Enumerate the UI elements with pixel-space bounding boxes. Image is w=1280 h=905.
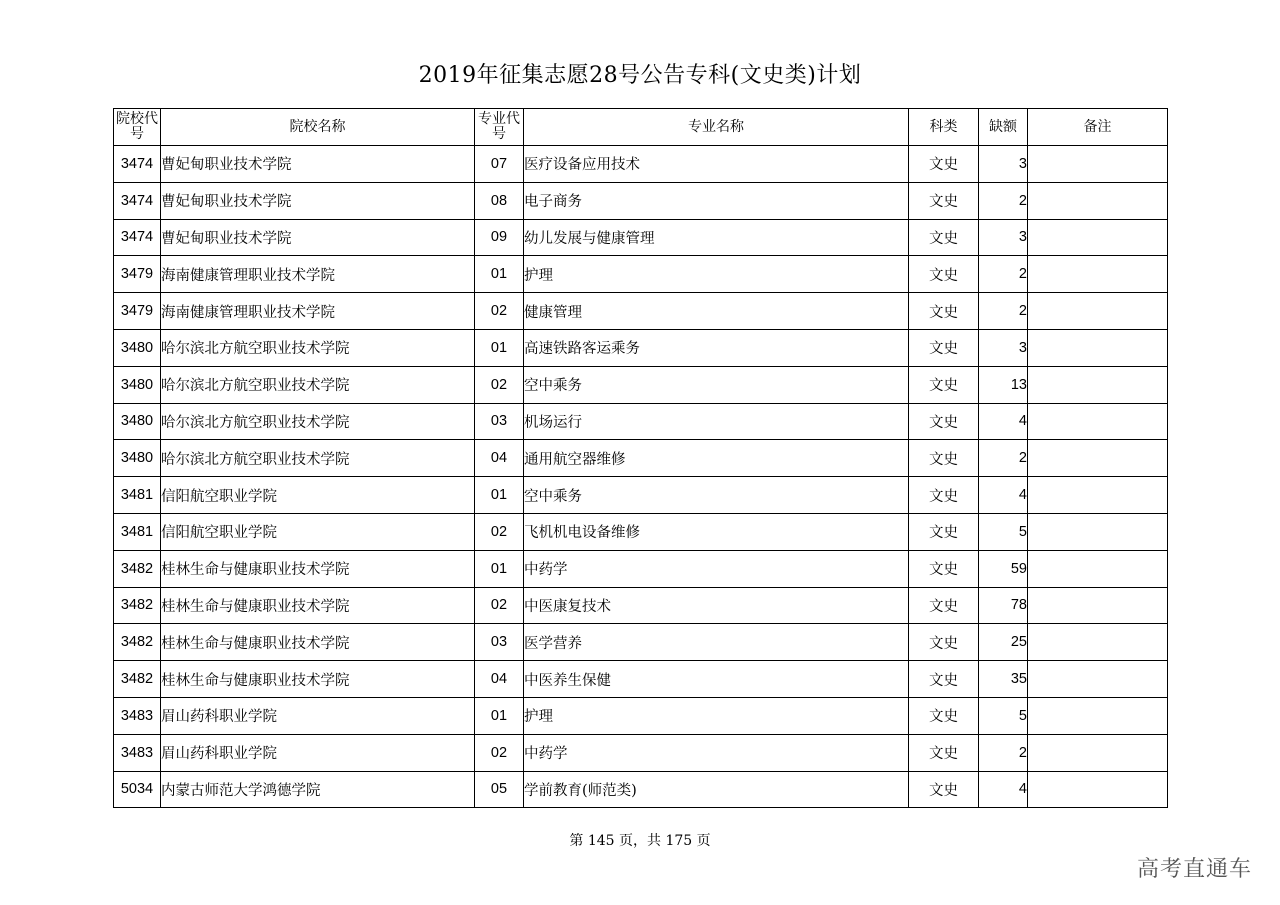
cell-category: 文史	[909, 771, 979, 808]
cell-school-name: 信阳航空职业学院	[161, 513, 475, 550]
cell-quota: 2	[979, 734, 1028, 771]
cell-major-code: 03	[475, 624, 524, 661]
cell-remarks	[1028, 256, 1168, 293]
header-remarks: 备注	[1028, 109, 1168, 146]
table-row	[114, 513, 1168, 550]
cell-major-code: 01	[475, 697, 524, 734]
cell-school-name: 桂林生命与健康职业技术学院	[161, 624, 475, 661]
cell-quota: 13	[979, 366, 1028, 403]
cell-major-name: 护理	[524, 256, 909, 293]
cell-remarks	[1028, 697, 1168, 734]
cell-remarks	[1028, 624, 1168, 661]
cell-quota: 25	[979, 624, 1028, 661]
cell-school-code: 3482	[114, 587, 161, 624]
cell-major-code: 05	[475, 771, 524, 808]
cell-major-name: 通用航空器维修	[524, 440, 909, 477]
cell-quota: 35	[979, 661, 1028, 698]
cell-school-code: 3474	[114, 219, 161, 256]
table-row	[114, 440, 1168, 477]
cell-school-name: 信阳航空职业学院	[161, 477, 475, 514]
cell-school-name: 桂林生命与健康职业技术学院	[161, 661, 475, 698]
cell-major-name: 幼儿发展与健康管理	[524, 219, 909, 256]
cell-major-code: 04	[475, 661, 524, 698]
cell-category: 文史	[909, 513, 979, 550]
cell-remarks	[1028, 477, 1168, 514]
cell-school-code: 3483	[114, 697, 161, 734]
cell-school-code: 3483	[114, 734, 161, 771]
cell-category: 文史	[909, 146, 979, 183]
header-quota: 缺额	[979, 109, 1028, 146]
cell-quota: 5	[979, 513, 1028, 550]
cell-category: 文史	[909, 661, 979, 698]
cell-major-name: 空中乘务	[524, 366, 909, 403]
cell-major-name: 中医康复技术	[524, 587, 909, 624]
cell-major-code: 04	[475, 440, 524, 477]
table-row	[114, 182, 1168, 219]
cell-quota: 78	[979, 587, 1028, 624]
page-footer: 第 145 页，共 175 页	[569, 833, 711, 849]
header-school-code: 院校代号	[114, 109, 161, 146]
cell-category: 文史	[909, 624, 979, 661]
cell-school-name: 眉山药科职业学院	[161, 697, 475, 734]
cell-quota: 3	[979, 329, 1028, 366]
cell-school-code: 5034	[114, 771, 161, 808]
cell-school-name: 桂林生命与健康职业技术学院	[161, 550, 475, 587]
cell-major-code: 02	[475, 293, 524, 330]
table-body	[114, 146, 1168, 808]
cell-category: 文史	[909, 256, 979, 293]
cell-remarks	[1028, 293, 1168, 330]
watermark: 高考直通车	[1136, 857, 1252, 882]
table-row	[114, 624, 1168, 661]
cell-school-name: 眉山药科职业学院	[161, 734, 475, 771]
cell-school-code: 3482	[114, 624, 161, 661]
cell-school-name: 哈尔滨北方航空职业技术学院	[161, 440, 475, 477]
cell-major-code: 02	[475, 734, 524, 771]
table-row	[114, 366, 1168, 403]
cell-category: 文史	[909, 697, 979, 734]
cell-quota: 2	[979, 182, 1028, 219]
cell-category: 文史	[909, 403, 979, 440]
cell-school-name: 内蒙古师范大学鸿德学院	[161, 771, 475, 808]
cell-category: 文史	[909, 293, 979, 330]
cell-remarks	[1028, 550, 1168, 587]
table-row	[114, 146, 1168, 183]
header-school-name: 院校名称	[161, 109, 475, 146]
cell-quota: 4	[979, 403, 1028, 440]
cell-quota: 4	[979, 477, 1028, 514]
table-row	[114, 477, 1168, 514]
cell-quota: 3	[979, 219, 1028, 256]
header-category: 科类	[909, 109, 979, 146]
cell-school-code: 3480	[114, 440, 161, 477]
cell-major-code: 01	[475, 550, 524, 587]
header-major-code: 专业代号	[475, 109, 524, 146]
cell-major-name: 电子商务	[524, 182, 909, 219]
cell-major-name: 健康管理	[524, 293, 909, 330]
table-row	[114, 329, 1168, 366]
cell-quota: 59	[979, 550, 1028, 587]
cell-school-name: 海南健康管理职业技术学院	[161, 293, 475, 330]
cell-major-code: 03	[475, 403, 524, 440]
cell-school-name: 海南健康管理职业技术学院	[161, 256, 475, 293]
cell-school-name: 曹妃甸职业技术学院	[161, 182, 475, 219]
cell-major-code: 08	[475, 182, 524, 219]
table-header-row	[114, 109, 1168, 146]
document-title: 2019年征集志愿28号公告专科(文史类)计划	[418, 63, 862, 88]
cell-major-name: 中药学	[524, 734, 909, 771]
cell-school-code: 3482	[114, 661, 161, 698]
cell-school-name: 曹妃甸职业技术学院	[161, 146, 475, 183]
table-row	[114, 256, 1168, 293]
cell-quota: 2	[979, 293, 1028, 330]
cell-major-name: 医疗设备应用技术	[524, 146, 909, 183]
cell-major-code: 01	[475, 329, 524, 366]
cell-remarks	[1028, 403, 1168, 440]
cell-remarks	[1028, 771, 1168, 808]
cell-major-code: 01	[475, 256, 524, 293]
cell-remarks	[1028, 329, 1168, 366]
cell-category: 文史	[909, 219, 979, 256]
cell-remarks	[1028, 146, 1168, 183]
cell-major-code: 02	[475, 587, 524, 624]
cell-category: 文史	[909, 587, 979, 624]
table-row	[114, 219, 1168, 256]
cell-school-name: 曹妃甸职业技术学院	[161, 219, 475, 256]
cell-category: 文史	[909, 329, 979, 366]
cell-major-code: 01	[475, 477, 524, 514]
cell-category: 文史	[909, 440, 979, 477]
cell-school-code: 3480	[114, 366, 161, 403]
cell-major-code: 09	[475, 219, 524, 256]
cell-quota: 3	[979, 146, 1028, 183]
table-row	[114, 293, 1168, 330]
cell-major-name: 空中乘务	[524, 477, 909, 514]
cell-school-code: 3474	[114, 146, 161, 183]
cell-major-name: 高速铁路客运乘务	[524, 329, 909, 366]
cell-remarks	[1028, 661, 1168, 698]
cell-school-name: 哈尔滨北方航空职业技术学院	[161, 329, 475, 366]
cell-remarks	[1028, 513, 1168, 550]
cell-category: 文史	[909, 734, 979, 771]
cell-category: 文史	[909, 366, 979, 403]
cell-major-code: 07	[475, 146, 524, 183]
cell-remarks	[1028, 219, 1168, 256]
cell-major-name: 飞机机电设备维修	[524, 513, 909, 550]
table-row	[114, 550, 1168, 587]
cell-quota: 4	[979, 771, 1028, 808]
cell-school-code: 3481	[114, 513, 161, 550]
cell-school-code: 3479	[114, 293, 161, 330]
cell-category: 文史	[909, 477, 979, 514]
cell-school-code: 3481	[114, 477, 161, 514]
table-row	[114, 403, 1168, 440]
cell-quota: 2	[979, 256, 1028, 293]
cell-major-name: 医学营养	[524, 624, 909, 661]
cell-remarks	[1028, 440, 1168, 477]
cell-remarks	[1028, 366, 1168, 403]
table-row	[114, 734, 1168, 771]
cell-school-name: 哈尔滨北方航空职业技术学院	[161, 366, 475, 403]
header-major-name: 专业名称	[524, 109, 909, 146]
table-row	[114, 661, 1168, 698]
cell-school-code: 3480	[114, 329, 161, 366]
cell-quota: 5	[979, 697, 1028, 734]
cell-category: 文史	[909, 182, 979, 219]
cell-major-name: 机场运行	[524, 403, 909, 440]
cell-school-code: 3482	[114, 550, 161, 587]
cell-category: 文史	[909, 550, 979, 587]
cell-remarks	[1028, 734, 1168, 771]
cell-major-name: 学前教育(师范类)	[524, 771, 909, 808]
table-row	[114, 587, 1168, 624]
cell-major-name: 护理	[524, 697, 909, 734]
cell-school-code: 3480	[114, 403, 161, 440]
table-row	[114, 771, 1168, 808]
cell-school-name: 哈尔滨北方航空职业技术学院	[161, 403, 475, 440]
cell-major-code: 02	[475, 366, 524, 403]
cell-remarks	[1028, 182, 1168, 219]
enrollment-plan-table	[113, 108, 1168, 808]
cell-remarks	[1028, 587, 1168, 624]
cell-school-code: 3474	[114, 182, 161, 219]
cell-school-code: 3479	[114, 256, 161, 293]
cell-school-name: 桂林生命与健康职业技术学院	[161, 587, 475, 624]
cell-quota: 2	[979, 440, 1028, 477]
cell-major-name: 中医养生保健	[524, 661, 909, 698]
cell-major-name: 中药学	[524, 550, 909, 587]
table-row	[114, 697, 1168, 734]
cell-major-code: 02	[475, 513, 524, 550]
